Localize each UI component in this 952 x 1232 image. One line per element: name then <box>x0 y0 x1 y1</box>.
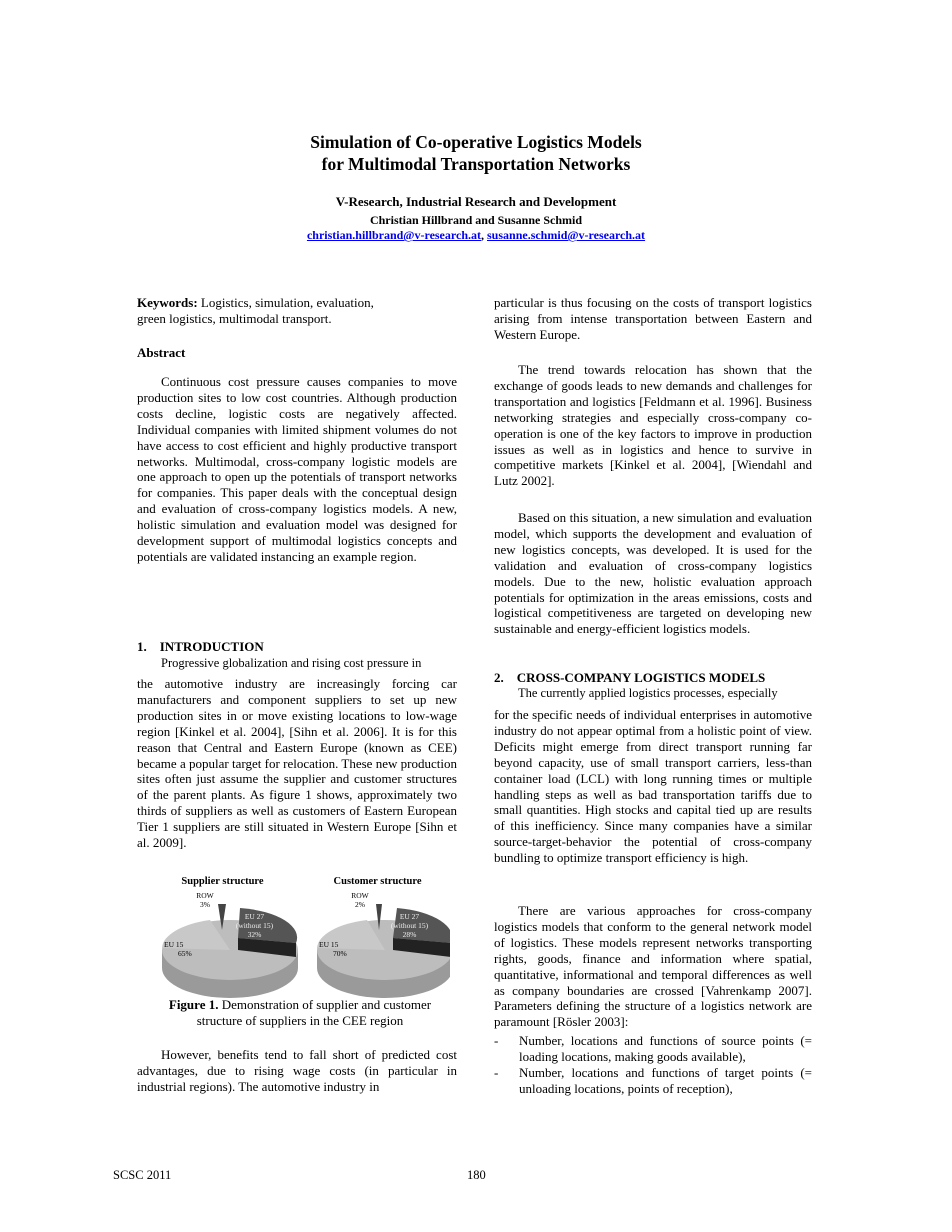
keywords-label: Keywords: <box>137 295 198 310</box>
keywords-text-2: green logistics, multimodal transport. <box>137 310 332 326</box>
left-last-paragraph: However, benefits tend to fall short of predicted cost advantages, due to rising wage costs (in particular in industrial regions). The automotive industry in <box>137 1047 457 1094</box>
label: ROW <box>351 891 369 900</box>
title-line-2: for Multimodal Transportation Networks <box>321 154 631 174</box>
value: 28% <box>402 930 417 939</box>
customer-eu27-label <box>387 912 432 939</box>
list-dash: - <box>494 1033 499 1048</box>
right-paragraph-2: The trend towards relocation has shown that the exchange of goods leads to new demands and challenges for transportation and logistics [Feldmann et al. 1996]. Business networking strategies and especially cross-company co-operation is one of the key factors to improve in production issues as well as in logistics and hence to survive in competitive markets [Kinkel et al. 2004], [Wiendahl and Lutz 2002]. <box>494 362 812 489</box>
value: 70% <box>333 949 347 958</box>
label: EU 15 <box>164 940 184 949</box>
chart-title-customer: Customer structure <box>333 876 422 887</box>
keywords <box>137 295 457 327</box>
caption-text: Demonstration of supplier and customer structure of suppliers in the CEE region <box>196 997 432 1028</box>
page-number: 180 <box>467 1168 486 1182</box>
email-separator: , <box>481 228 487 242</box>
list-text: Number, locations and functions of target points (= unloading locations, points of reception), <box>519 1064 812 1096</box>
author-names: Christian Hillbrand and Susanne Schmid <box>369 213 583 227</box>
title-line-1: Simulation of Co-operative Logistics Models <box>310 132 642 152</box>
value: 65% <box>178 949 192 958</box>
right-paragraph-3: Based on this situation, a new simulation and evaluation model, which supports the development and evaluation of new logistics concepts, was developed. It is used for the validation and evaluation of cross-company logistics models. Due to the new, holistic evaluation approach potentials for optimization in the areas emissions, costs and logistical competitiveness are targeted on developing new sustainable and energy-efficient logistics models. <box>494 510 812 637</box>
customer-eu15-label <box>319 940 347 958</box>
figure-caption <box>150 997 450 1029</box>
list-item <box>494 1033 812 1065</box>
caption-label: Figure 1. <box>168 997 219 1012</box>
value: 2% <box>355 900 365 909</box>
label: EU 15 <box>319 940 339 949</box>
sub: (without 15) <box>390 921 429 930</box>
list-dash: - <box>494 1064 499 1080</box>
abstract-heading: Abstract <box>137 345 186 360</box>
abstract-text: Continuous cost pressure causes companies to move production sites to low cost countries. Although production costs decline, logistic costs are negatively affected. Individual companies with limited shipment volumes do not have access to cost efficient and highly productive transport networks. Multimodal, cross-company logistic models are one approach to open up the potentials of transport networks for companies. This paper deals with the conceptual design and evaluation of cross-company logistics models. A new, holistic simulation and evaluation model was designed for development support of multimodal logistics concepts and potentials are validated instancing an example region. <box>137 374 457 564</box>
chart-title-supplier: Supplier structure <box>181 876 264 887</box>
sub: (without 15) <box>235 921 274 930</box>
supplier-row-label <box>190 891 220 909</box>
section-1-first-line: Progressive globalization and rising cost pressure in <box>161 656 422 670</box>
keywords-text: Logistics, simulation, evaluation, <box>197 295 374 310</box>
affiliation: V-Research, Industrial Research and Development <box>335 194 617 209</box>
value: 32% <box>247 930 262 939</box>
list-item <box>494 1065 812 1097</box>
email-link-2[interactable]: susanne.schmid@v-research.at <box>487 228 646 242</box>
section-1-heading: 1. INTRODUCTION <box>137 639 264 654</box>
section-2-first-line: The currently applied logistics processes, especially <box>518 686 778 700</box>
right-paragraph-1: particular is thus focusing on the costs of transport logistics arising from intense transportation between Eastern and Western Europe. <box>494 295 812 342</box>
supplier-eu15-label <box>164 940 192 958</box>
list-text: Number, locations and functions of source points (= loading locations, making goods available), <box>519 1033 812 1064</box>
label: ROW <box>196 891 214 900</box>
authors <box>0 213 952 243</box>
footer-conference: SCSC 2011 <box>113 1168 172 1182</box>
section-1-text: the automotive industry are increasingly forcing car manufacturers and component suppliers to set up new production sites in or move existing locations to low-wage region [Kinkel et al. 2004], [Sihn et al. 2006]. It is for this reason that Central and Eastern Europe (known as CEE) became a popular target for relocation. These new production sites often just assume the supplier and customer structures of the parent plants. As figure 1 shows, approximately two thirds of suppliers as well as customers of Eastern European Tier 1 suppliers are still situated in Western Europe [Sihn et al. 2009]. <box>137 676 457 851</box>
section-2-text: for the specific needs of individual enterprises in automotive industry do not appear optimal from a holistic point of view. Deficits might emerge from direct transport running far beyond capacity, use of small transport carriers, less-than container load (LCL) with long running times or multiple handling steps as well as bad transportation tariffs due to small quantities. High stocks and capital tied up are results of this inefficiency. Since many companies have a similar source-target-behavior the potential of cross-company bundling to optimize transport efficiency is high. <box>494 707 812 866</box>
email-link-1[interactable]: christian.hillbrand@v-research.at <box>306 228 481 242</box>
value: 3% <box>200 900 210 909</box>
section-2-heading: 2. CROSS-COMPANY LOGISTICS MODELS <box>494 670 766 685</box>
supplier-eu27-label <box>232 912 277 939</box>
figure-1 <box>150 874 450 994</box>
label: EU 27 <box>399 912 420 921</box>
label: EU 27 <box>244 912 265 921</box>
right-paragraph-5: There are various approaches for cross-company logistics models that conform to the general network model of logistics. These models represent networks transporting rights, goods, finance and information where spatial, quantitative, informational and temporal differences as well as company boundaries are crossed [Vahrenkamp 2007]. Parameters defining the structure of a logistics network are paramount [Rösler 2003]: <box>494 903 812 1030</box>
paper-title <box>0 131 952 175</box>
customer-row-label <box>345 891 375 909</box>
structure-list <box>494 1033 812 1097</box>
